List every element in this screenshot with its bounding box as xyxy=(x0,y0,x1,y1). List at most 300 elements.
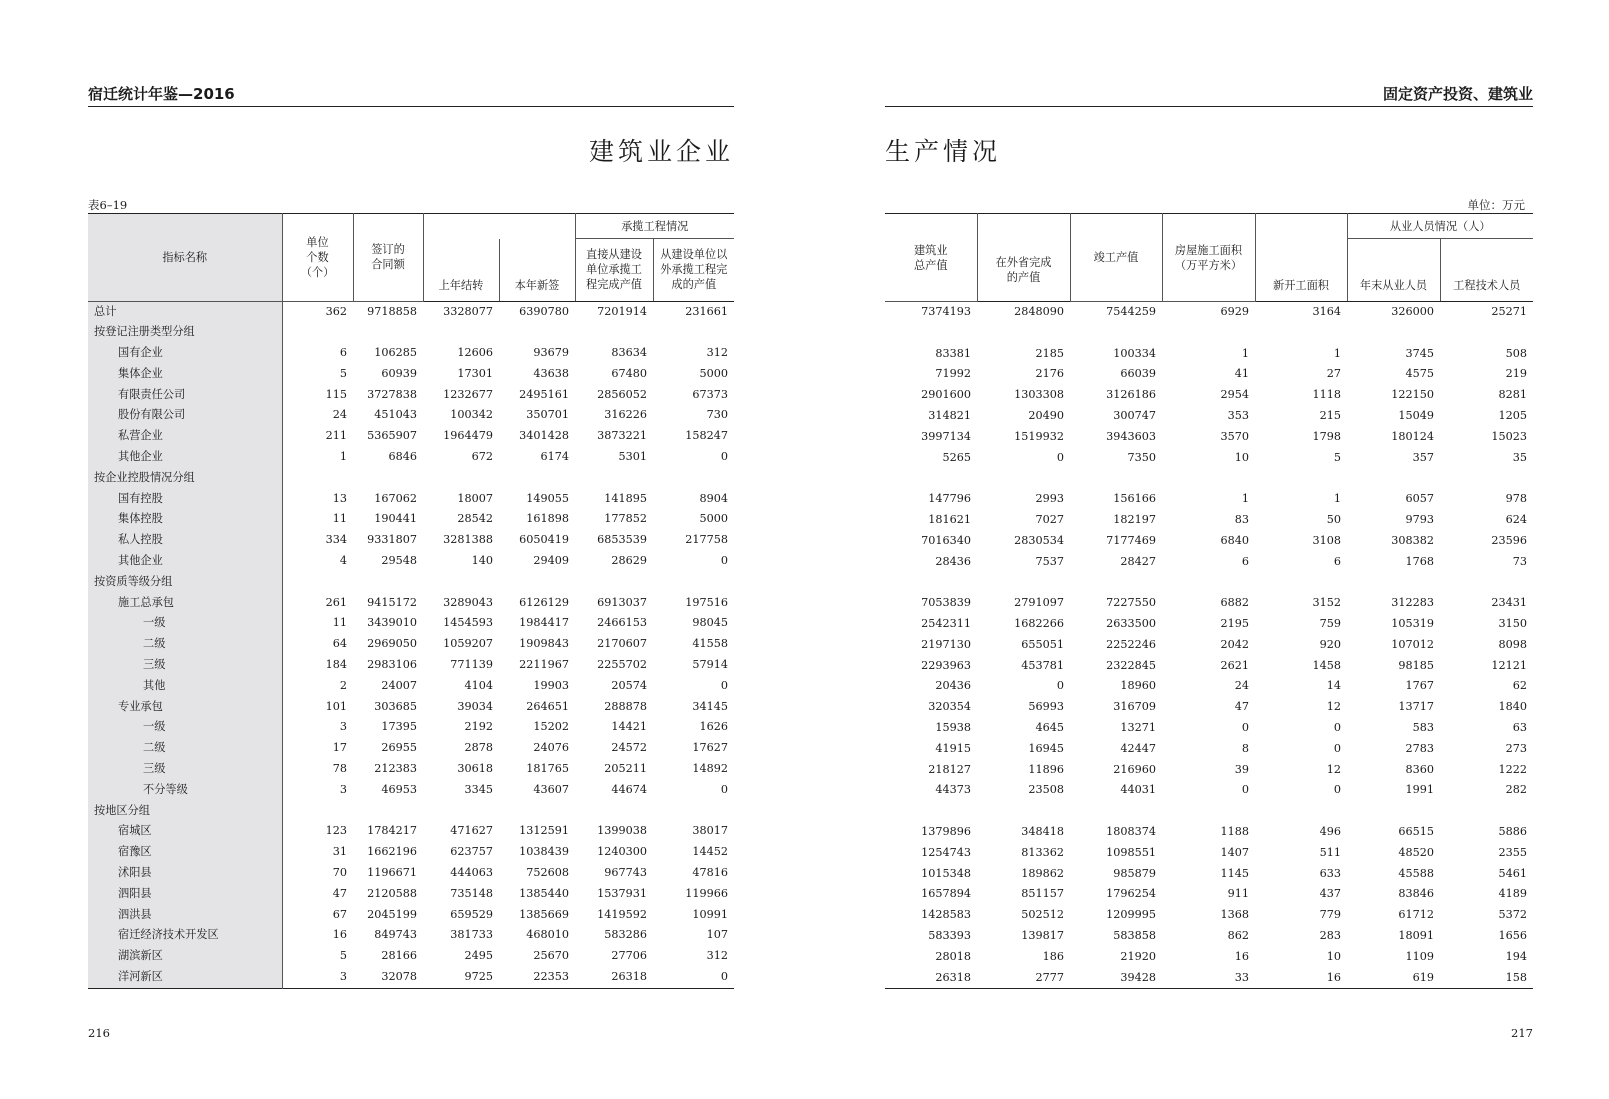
cell-new: 1038439 xyxy=(519,845,569,859)
table-row xyxy=(88,572,734,593)
table-row xyxy=(88,468,734,489)
header-indicator: 指标名称 xyxy=(88,214,282,302)
cell-area: 33 xyxy=(1234,970,1249,984)
running-head-right: 固定资产投资、建筑业 xyxy=(885,84,1533,107)
cell-area: 83 xyxy=(1234,512,1249,526)
cell-newarea: 3108 xyxy=(1312,533,1341,547)
cell-area: 3570 xyxy=(1220,429,1249,443)
cell-staff: 122150 xyxy=(1391,388,1434,402)
cell-completed: 182197 xyxy=(1113,512,1156,526)
cell-tech: 5461 xyxy=(1498,866,1528,880)
cell-direct: 6853539 xyxy=(597,533,647,547)
cell-newarea: 50 xyxy=(1326,512,1341,526)
cell-new: 468010 xyxy=(526,928,569,942)
cell-units: 184 xyxy=(325,658,347,672)
cell-indirect: 5000 xyxy=(699,512,729,526)
cell-total: 1428583 xyxy=(921,908,971,922)
cell-completed: 985879 xyxy=(1113,866,1156,880)
cell-new: 6050419 xyxy=(519,533,569,547)
cell-tech: 508 xyxy=(1505,346,1528,360)
cell-completed: 21920 xyxy=(1120,949,1156,963)
table-row xyxy=(88,530,734,551)
cell-newarea: 5 xyxy=(1333,450,1341,464)
cell-total: 2542311 xyxy=(921,616,971,630)
table-row xyxy=(88,697,734,718)
cell-newarea: 0 xyxy=(1333,783,1341,797)
cell-prev: 1059207 xyxy=(443,637,493,651)
table-row xyxy=(885,302,1533,323)
header-blank-a xyxy=(977,214,1070,239)
cell-tech xyxy=(1440,572,1533,593)
cell-completed: 1098551 xyxy=(1106,845,1156,859)
table-row xyxy=(88,738,734,759)
cell-newarea: 1118 xyxy=(1312,388,1341,402)
cell-prev: 17301 xyxy=(457,366,493,380)
header-completed-output: 竣工产值 xyxy=(1070,214,1162,302)
cell-prev: 1232677 xyxy=(443,387,493,401)
cell-area: 47 xyxy=(1234,700,1249,714)
right-page xyxy=(885,0,1533,1099)
cell-prev: 2878 xyxy=(464,741,493,755)
table-row xyxy=(885,697,1533,718)
cell-outprov: 0 xyxy=(1056,450,1064,464)
row-label: 一级 xyxy=(88,717,282,738)
cell-indirect: 217758 xyxy=(685,533,729,547)
cell-area: 2195 xyxy=(1220,616,1249,630)
cell-prev: 4104 xyxy=(464,678,493,692)
cell-area: 1188 xyxy=(1220,824,1249,838)
cell-contract: 26955 xyxy=(381,741,417,755)
cell-newarea: 0 xyxy=(1333,741,1341,755)
cell-units: 101 xyxy=(325,699,347,713)
table-row xyxy=(88,946,734,967)
cell-tech: 23431 xyxy=(1491,596,1528,610)
cell-tech: 158 xyxy=(1505,970,1528,984)
cell-total: 1657894 xyxy=(921,887,971,901)
cell-indirect: 0 xyxy=(720,678,729,692)
cell-indirect: 14892 xyxy=(692,762,729,776)
cell-outprov: 2848090 xyxy=(1014,305,1064,318)
cell-outprov: 0 xyxy=(1056,679,1064,693)
cell-area: 2621 xyxy=(1220,658,1249,672)
cell-units: 11 xyxy=(332,512,347,526)
cell-indirect: 17627 xyxy=(692,741,729,755)
cell-area: 1368 xyxy=(1220,908,1249,922)
cell-direct: 2170607 xyxy=(597,637,647,651)
table-title-right: 生产情况 xyxy=(885,137,1002,166)
cell-staff: 107012 xyxy=(1391,637,1434,651)
cell-new: 2211967 xyxy=(519,658,569,672)
cell-area: 1407 xyxy=(1220,845,1249,859)
cell-direct xyxy=(575,322,653,343)
cell-area: 8 xyxy=(1241,741,1249,755)
cell-contract: 303685 xyxy=(374,699,417,713)
cell-units: 11 xyxy=(332,616,347,630)
table-row xyxy=(885,510,1533,531)
cell-direct: 67480 xyxy=(611,366,647,380)
cell-direct: 28629 xyxy=(611,554,647,568)
cell-staff: 2783 xyxy=(1405,741,1434,755)
cell-newarea xyxy=(1255,572,1347,593)
cell-completed xyxy=(1070,801,1162,822)
cell-area xyxy=(1162,801,1255,822)
cell-contract: 167062 xyxy=(374,491,417,505)
cell-new: 1385440 xyxy=(519,886,569,900)
cell-direct: 316226 xyxy=(604,408,647,422)
cell-tech: 1656 xyxy=(1498,928,1528,942)
cell-units: 67 xyxy=(332,907,347,921)
cell-area: 0 xyxy=(1241,783,1249,797)
table-row xyxy=(88,634,734,655)
cell-tech: 1222 xyxy=(1498,762,1528,776)
cell-direct: 288878 xyxy=(604,699,647,713)
cell-completed: 28427 xyxy=(1120,554,1156,568)
cell-area: 39 xyxy=(1234,762,1249,776)
table-row xyxy=(885,884,1533,905)
cell-staff: 9793 xyxy=(1405,512,1434,526)
cell-completed: 7350 xyxy=(1127,450,1156,464)
cell-direct: 20574 xyxy=(611,678,647,692)
cell-new: 19903 xyxy=(533,678,569,692)
cell-newarea: 215 xyxy=(1319,408,1341,422)
cell-total xyxy=(885,468,977,489)
cell-contract: 17395 xyxy=(381,720,417,734)
cell-tech: 978 xyxy=(1505,492,1528,506)
header-blank-b xyxy=(1255,214,1347,239)
cell-contract: 2983106 xyxy=(367,658,417,672)
table-row xyxy=(885,572,1533,593)
cell-outprov: 2185 xyxy=(1035,346,1064,360)
cell-area: 353 xyxy=(1227,408,1249,422)
cell-new: 264651 xyxy=(526,699,569,713)
cell-indirect: 34145 xyxy=(692,699,729,713)
header-contract-total: 签订的 合同额 xyxy=(353,214,423,302)
cell-contract: 190441 xyxy=(374,512,417,526)
table-row xyxy=(885,489,1533,510)
cell-completed: 316709 xyxy=(1113,700,1156,714)
cell-outprov xyxy=(977,468,1070,489)
cell-tech: 5372 xyxy=(1498,908,1528,922)
cell-prev: 28542 xyxy=(457,512,493,526)
row-label: 其他企业 xyxy=(88,551,282,572)
cell-area: 16 xyxy=(1234,949,1249,963)
row-label: 施工总承包 xyxy=(88,593,282,614)
cell-direct: 2856052 xyxy=(597,387,647,401)
table-row xyxy=(885,718,1533,739)
cell-contract: 3727838 xyxy=(367,387,417,401)
cell-outprov xyxy=(977,323,1070,344)
cell-indirect: 119966 xyxy=(685,886,729,900)
table-row xyxy=(88,322,734,343)
cell-area: 6929 xyxy=(1220,305,1249,318)
cell-outprov: 2777 xyxy=(1035,970,1064,984)
cell-staff: 1991 xyxy=(1405,783,1434,797)
cell-prev: 3289043 xyxy=(443,595,493,609)
cell-direct: 44674 xyxy=(611,782,647,796)
cell-contract xyxy=(353,801,423,822)
cell-direct xyxy=(575,801,653,822)
cell-staff: 1768 xyxy=(1405,554,1434,568)
cell-staff: 105319 xyxy=(1391,616,1434,630)
cell-new: 181765 xyxy=(526,762,569,776)
row-label: 宿迁经济技术开发区 xyxy=(88,925,282,946)
cell-outprov: 23508 xyxy=(1028,783,1064,797)
cell-outprov: 4645 xyxy=(1035,720,1064,734)
table-row xyxy=(885,427,1533,448)
cell-area: 2042 xyxy=(1220,637,1249,651)
cell-contract: 60939 xyxy=(381,366,417,380)
left-data-table xyxy=(88,213,734,989)
cell-staff: 619 xyxy=(1412,970,1434,984)
table-row xyxy=(88,426,734,447)
table-row xyxy=(88,759,734,780)
cell-total: 2197130 xyxy=(921,637,971,651)
row-label: 国有企业 xyxy=(88,343,282,364)
cell-units: 5 xyxy=(339,949,347,963)
left-table-body xyxy=(88,301,734,988)
cell-total: 83381 xyxy=(935,346,971,360)
cell-contract: 451043 xyxy=(374,408,417,422)
cell-tech: 219 xyxy=(1505,367,1528,381)
cell-outprov: 139817 xyxy=(1021,928,1064,942)
cell-tech: 62 xyxy=(1512,679,1528,693)
table-row xyxy=(88,551,734,572)
cell-staff: 180124 xyxy=(1391,429,1434,443)
row-label: 宿城区 xyxy=(88,821,282,842)
row-label: 国有控股 xyxy=(88,489,282,510)
cell-total: 7374193 xyxy=(921,305,971,318)
cell-outprov: 348418 xyxy=(1021,824,1064,838)
cell-indirect: 312 xyxy=(706,346,729,360)
cell-contract: 5365907 xyxy=(367,429,417,443)
cell-total: 7016340 xyxy=(921,533,971,547)
table-row xyxy=(88,801,734,822)
cell-staff: 15049 xyxy=(1398,408,1434,422)
cell-direct: 24572 xyxy=(611,741,647,755)
cell-units: 70 xyxy=(332,866,347,880)
cell-prev: 1964479 xyxy=(443,429,493,443)
cell-prev: 3328077 xyxy=(443,304,493,318)
cell-staff: 83846 xyxy=(1398,887,1434,901)
cell-staff xyxy=(1347,323,1440,344)
table-row xyxy=(885,385,1533,406)
cell-total: 147796 xyxy=(928,492,971,506)
cell-prev: 2495 xyxy=(464,949,493,963)
header-total-output: 建筑业 总产值 xyxy=(885,214,977,302)
cell-outprov: 2830534 xyxy=(1014,533,1064,547)
cell-newarea xyxy=(1255,468,1347,489)
cell-contract: 2045199 xyxy=(367,907,417,921)
cell-outprov: 56993 xyxy=(1028,700,1064,714)
cell-tech: 8281 xyxy=(1498,388,1528,402)
row-label: 泗阳县 xyxy=(88,884,282,905)
row-label: 洋河新区 xyxy=(88,967,282,988)
table-row xyxy=(885,780,1533,801)
cell-completed: 3126186 xyxy=(1106,388,1156,402)
table-row xyxy=(88,301,734,322)
cell-outprov: 7027 xyxy=(1035,512,1064,526)
cell-newarea: 496 xyxy=(1319,824,1341,838)
cell-prev: 140 xyxy=(471,554,493,568)
cell-contract: 24007 xyxy=(381,678,417,692)
table-row xyxy=(885,593,1533,614)
cell-total: 2901600 xyxy=(921,388,971,402)
cell-staff: 326000 xyxy=(1391,305,1434,318)
cell-indirect: 57914 xyxy=(692,658,729,672)
table-row xyxy=(885,552,1533,573)
table-row xyxy=(885,739,1533,760)
cell-staff: 45588 xyxy=(1398,866,1434,880)
cell-newarea: 0 xyxy=(1333,720,1341,734)
row-label: 其他企业 xyxy=(88,447,282,468)
cell-total: 1379896 xyxy=(921,824,971,838)
cell-new: 29409 xyxy=(533,554,569,568)
cell-units: 78 xyxy=(332,762,347,776)
cell-tech xyxy=(1440,468,1533,489)
cell-new: 350701 xyxy=(526,408,569,422)
cell-prev xyxy=(423,322,499,343)
cell-outprov: 655051 xyxy=(1021,637,1064,651)
cell-prev: 381733 xyxy=(450,928,493,942)
cell-new: 6390780 xyxy=(519,304,569,318)
cell-new: 6174 xyxy=(540,450,569,464)
cell-total: 28436 xyxy=(935,554,971,568)
cell-completed: 2252246 xyxy=(1106,637,1156,651)
cell-total: 20436 xyxy=(935,679,971,693)
cell-staff xyxy=(1347,572,1440,593)
cell-completed: 583858 xyxy=(1113,928,1156,942)
row-label: 一级 xyxy=(88,613,282,634)
cell-indirect: 38017 xyxy=(692,824,729,838)
cell-tech: 1840 xyxy=(1498,700,1528,714)
cell-completed: 42447 xyxy=(1120,741,1156,755)
cell-units: 334 xyxy=(325,533,347,547)
cell-tech: 63 xyxy=(1512,720,1528,734)
cell-staff: 98185 xyxy=(1398,658,1434,672)
cell-indirect: 8904 xyxy=(699,491,729,505)
cell-units xyxy=(282,801,353,822)
cell-staff: 48520 xyxy=(1398,845,1434,859)
cell-direct: 2466153 xyxy=(597,616,647,630)
cell-area xyxy=(1162,323,1255,344)
cell-indirect: 0 xyxy=(720,450,729,464)
cell-newarea xyxy=(1255,323,1347,344)
header-direct-output: 直接从建设 单位承揽工 程完成产值 xyxy=(575,239,653,302)
cell-newarea xyxy=(1255,801,1347,822)
table-row xyxy=(885,614,1533,635)
cell-staff: 583 xyxy=(1412,720,1434,734)
cell-staff: 308382 xyxy=(1391,533,1434,547)
cell-units: 261 xyxy=(325,595,347,609)
cell-total: 71992 xyxy=(935,367,971,381)
cell-newarea: 3152 xyxy=(1312,596,1341,610)
cell-indirect xyxy=(653,801,734,822)
cell-outprov: 2176 xyxy=(1035,367,1064,381)
cell-completed: 44031 xyxy=(1120,783,1156,797)
cell-staff xyxy=(1347,801,1440,822)
row-label: 湖滨新区 xyxy=(88,946,282,967)
cell-indirect: 231661 xyxy=(685,304,729,318)
table-row xyxy=(885,531,1533,552)
row-label: 按企业控股情况分组 xyxy=(88,468,282,489)
cell-tech: 273 xyxy=(1505,741,1528,755)
cell-completed: 7227550 xyxy=(1106,596,1156,610)
cell-outprov: 453781 xyxy=(1021,658,1064,672)
cell-new xyxy=(499,322,575,343)
cell-prev: 3281388 xyxy=(443,533,493,547)
cell-units: 1 xyxy=(339,450,347,464)
cell-total: 218127 xyxy=(928,762,971,776)
cell-completed: 39428 xyxy=(1120,970,1156,984)
cell-new: 1312591 xyxy=(519,824,569,838)
cell-contract xyxy=(353,468,423,489)
cell-contract: 46953 xyxy=(381,782,417,796)
cell-direct xyxy=(575,572,653,593)
cell-indirect: 0 xyxy=(720,554,729,568)
table-row xyxy=(88,967,734,988)
cell-contract: 9331807 xyxy=(367,533,417,547)
cell-units: 64 xyxy=(332,637,347,651)
row-label: 集体控股 xyxy=(88,509,282,530)
cell-newarea: 6 xyxy=(1333,554,1341,568)
cell-units xyxy=(282,468,353,489)
cell-contract: 6846 xyxy=(388,450,417,464)
cell-direct: 27706 xyxy=(611,949,647,963)
unit-label: 单位：万元 xyxy=(1467,198,1525,212)
cell-area: 1145 xyxy=(1220,866,1249,880)
cell-direct: 6913037 xyxy=(597,595,647,609)
cell-direct: 583286 xyxy=(604,928,647,942)
table-id: 表6–19 xyxy=(88,198,128,212)
cell-completed: 13271 xyxy=(1120,720,1156,734)
cell-staff: 1767 xyxy=(1405,679,1434,693)
cell-prev: 672 xyxy=(471,450,493,464)
cell-total xyxy=(885,323,977,344)
cell-units: 5 xyxy=(339,366,347,380)
cell-tech: 25271 xyxy=(1491,305,1528,318)
cell-contract: 9718858 xyxy=(367,304,417,318)
row-label: 二级 xyxy=(88,738,282,759)
cell-new: 25670 xyxy=(533,949,569,963)
table-row xyxy=(88,655,734,676)
cell-tech: 282 xyxy=(1505,783,1528,797)
table-row xyxy=(88,405,734,426)
table-row xyxy=(88,613,734,634)
table-row xyxy=(88,509,734,530)
cell-newarea: 12 xyxy=(1326,700,1341,714)
cell-outprov: 1303308 xyxy=(1014,388,1064,402)
cell-area: 1 xyxy=(1241,492,1249,506)
cell-new: 1984417 xyxy=(519,616,569,630)
table-row xyxy=(88,925,734,946)
row-label: 泗洪县 xyxy=(88,905,282,926)
cell-tech: 3150 xyxy=(1498,616,1528,630)
cell-indirect xyxy=(653,468,734,489)
cell-contract: 3439010 xyxy=(367,616,417,630)
cell-total: 7053839 xyxy=(921,596,971,610)
cell-contract: 1662196 xyxy=(367,845,417,859)
cell-units: 47 xyxy=(332,886,347,900)
table-row xyxy=(885,364,1533,385)
cell-indirect: 0 xyxy=(720,970,729,983)
cell-indirect: 47816 xyxy=(692,866,729,880)
cell-prev: 39034 xyxy=(457,699,493,713)
cell-newarea: 511 xyxy=(1319,845,1341,859)
row-label: 按登记注册类型分组 xyxy=(88,322,282,343)
header-employees-group: 从业人员情况（人） xyxy=(1347,214,1533,239)
cell-indirect: 0 xyxy=(720,782,729,796)
cell-new: 149055 xyxy=(526,491,569,505)
